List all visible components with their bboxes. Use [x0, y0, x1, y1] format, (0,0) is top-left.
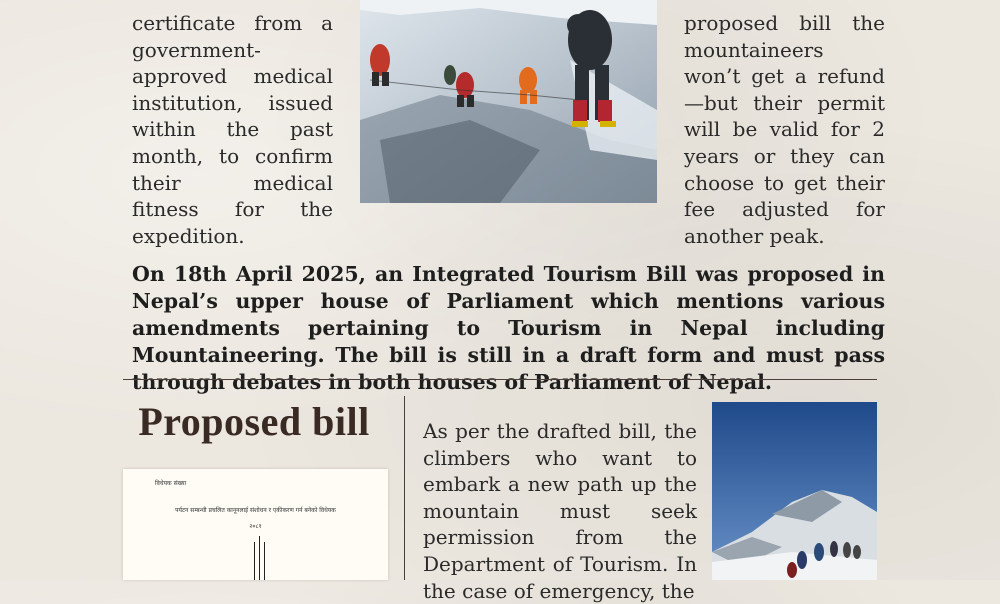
- bill-title-line: पर्यटन सम्बन्धी प्रचलित कानूनलाई संशोधन र एकीकरण गर्न बनेको विधेयक: [175, 507, 336, 514]
- bill-number-label: विधेयक संख्या: [155, 480, 187, 487]
- section-divider: [123, 379, 877, 380]
- climbers-on-glacier-photo: [360, 0, 657, 203]
- right-column-text: proposed bill the mountaineers won’t get a refund—but their permit will be valid for 2 years or they can choose to get their fee adjusted for another peak.: [684, 11, 885, 248]
- left-column-text: certificate from a government-approved medical institution, issued within the past month, to confirm their medical fitness for the expedition.: [132, 11, 333, 248]
- bill-announcement-paragraph: On 18th April 2025, an Integrated Tourism Bill was proposed in Nepal’s upper house of Parliament which mentions various amendments pertaining to Tourism in Nepal including Mountaineering. The bill is still in a draft form and must pass through debates in both houses of Parliament of Nepal.: [132, 261, 885, 394]
- climbers-on-ridge-photo: [712, 402, 877, 580]
- column-rule: [404, 396, 405, 580]
- bill-signature-marks: [254, 542, 269, 584]
- climbers-photo-graphic: [360, 0, 657, 203]
- section-heading: Proposed bill: [138, 399, 370, 444]
- proposed-bill-document-image: [123, 469, 388, 580]
- ridge-photo-graphic: [712, 402, 877, 580]
- bill-year-line: २०८१: [249, 523, 262, 530]
- proposed-bill-body-text: As per the drafted bill, the climbers who want to embark a new path up the mountain must seek permission from the Department of Tourism. In the case of emergency, the: [423, 419, 697, 603]
